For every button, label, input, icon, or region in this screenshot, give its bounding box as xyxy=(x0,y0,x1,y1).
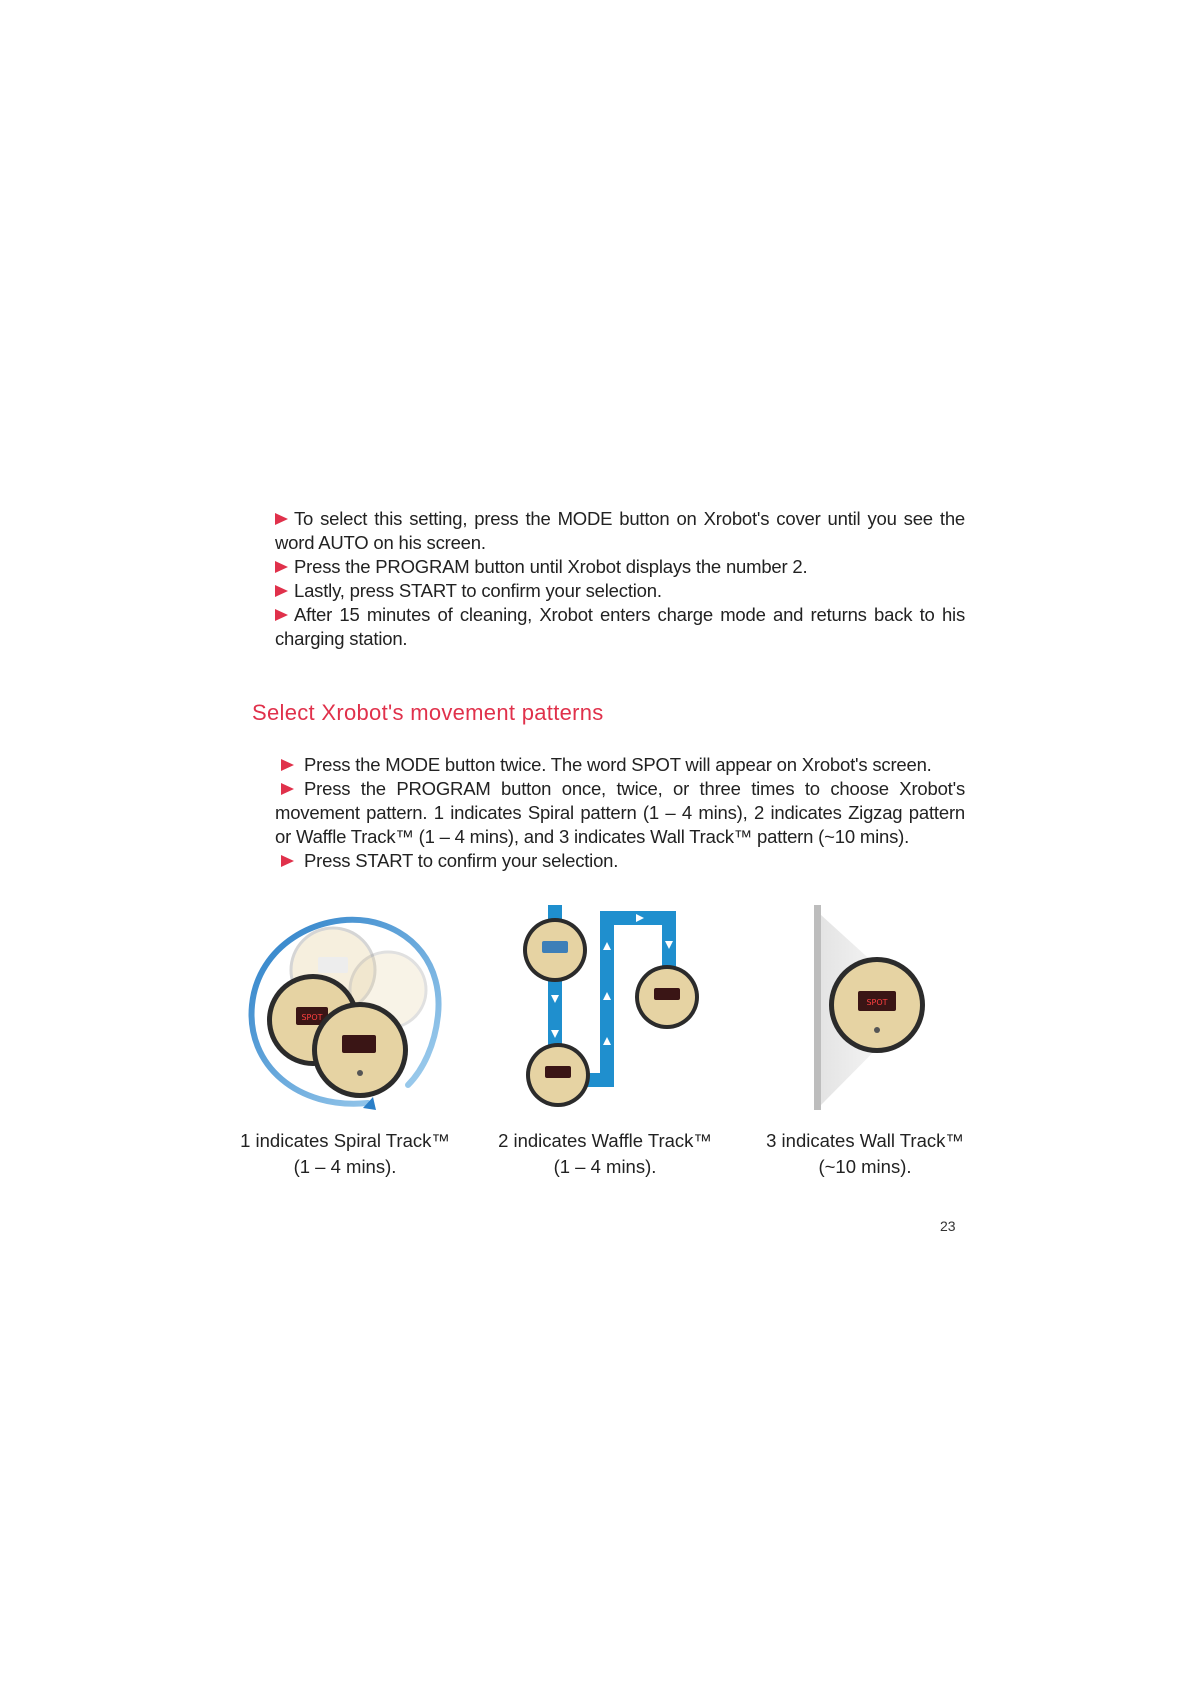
bullet-arrow-icon xyxy=(275,585,288,597)
intro-instructions xyxy=(275,507,965,651)
wall-caption: 3 indicates Wall Track™ (~10 mins). xyxy=(766,1130,964,1177)
bullet-arrow-icon xyxy=(281,855,294,867)
bullet-arrow-icon xyxy=(281,759,294,771)
wall-track-drawing xyxy=(800,905,940,1115)
robot-icon xyxy=(829,957,925,1053)
spiral-caption: 1 indicates Spiral Track™ (1 – 4 mins). xyxy=(240,1130,450,1177)
robot-icon xyxy=(312,1002,408,1098)
movement-pattern-steps xyxy=(275,753,965,873)
waffle-track-drawing xyxy=(500,905,700,1120)
step-bullet: Press START to confirm your selection. xyxy=(275,849,965,873)
bullet-arrow-icon xyxy=(275,513,288,525)
wall-track-illustration xyxy=(800,905,940,1120)
intro-bullet: Lastly, press START to confirm your selection. xyxy=(275,579,965,603)
wall xyxy=(814,905,821,1110)
waffle-track-illustration xyxy=(500,905,700,1125)
step-bullet: Press the PROGRAM button once, twice, or three times to choose Xrobot's movement pattern. 1 indicates Spiral pattern (1 – 4 mins), 2 indicates Zigzag pattern or Waffle Track™ (1 – 4 mins), and 3 indicates Wall Track™ pattern (~10 mins). xyxy=(275,778,965,847)
page-number: 23 xyxy=(940,1218,956,1234)
section-heading: Select Xrobot's movement patterns xyxy=(252,700,604,725)
robot-icon xyxy=(523,918,587,982)
intro-bullet: To select this setting, press the MODE button on Xrobot's cover until you see the word AUTO on his screen. xyxy=(275,508,965,553)
step-bullet: Press the MODE button twice. The word SPOT will appear on Xrobot's screen. xyxy=(275,753,965,777)
spiral-track-illustration xyxy=(238,905,458,1120)
bullet-arrow-icon xyxy=(275,561,288,573)
intro-bullet: Press the PROGRAM button until Xrobot displays the number 2. xyxy=(275,555,965,579)
bullet-arrow-icon xyxy=(275,609,288,621)
svg-text:SPOT: SPOT xyxy=(866,998,888,1007)
spiral-track-drawing xyxy=(238,905,458,1115)
robot-icon xyxy=(526,1043,590,1107)
svg-text:SPOT: SPOT xyxy=(301,1013,323,1022)
bullet-arrow-icon xyxy=(281,783,294,795)
waffle-caption: 2 indicates Waffle Track™ (1 – 4 mins). xyxy=(498,1130,712,1177)
robot-icon xyxy=(635,965,699,1029)
intro-bullet: After 15 minutes of cleaning, Xrobot enters charge mode and returns back to his charging station. xyxy=(275,604,965,649)
